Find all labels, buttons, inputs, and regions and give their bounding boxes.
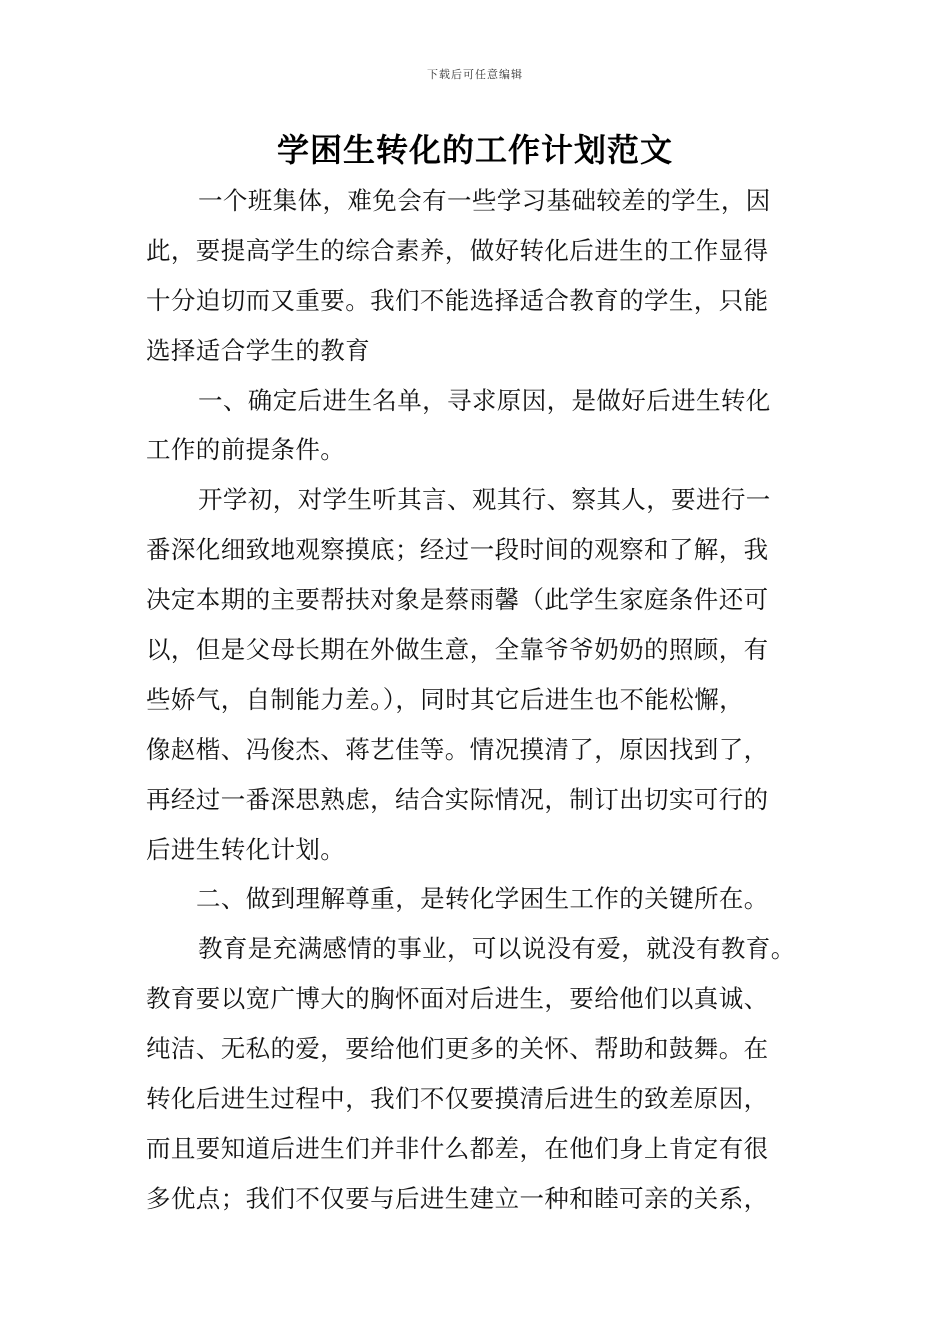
- paragraph-line: 教育是充满感情的事业，可以说没有爱，就没有教育。: [198, 934, 796, 964]
- paragraph-line: 此，要提高学生的综合素养，做好转化后进生的工作显得: [146, 235, 769, 265]
- paragraph-line: 教育要以宽广博大的胸怀面对后进生，要给他们以真诚、: [146, 984, 769, 1014]
- document-title: 学困生转化的工作计划范文: [276, 131, 673, 169]
- paragraph-line: 多优点；我们不仅要与后进生建立一种和睦可亲的关系，: [146, 1183, 769, 1213]
- paragraph-line: 再经过一番深思熟虑，结合实际情况，制订出切实可行的: [146, 784, 769, 814]
- paragraph-line: 十分迫切而又重要。我们不能选择适合教育的学生，只能: [146, 285, 769, 315]
- section-heading-line: 一、确定后进生名单，寻求原因，是做好后进生转化: [198, 385, 771, 415]
- paragraph-line: 像赵楷、冯俊杰、蒋艺佳等。情况摸清了，原因找到了，: [146, 734, 769, 764]
- paragraph-line: 开学初，对学生听其言、观其行、察其人，要进行一: [198, 485, 771, 515]
- paragraph-line: 以，但是父母长期在外做生意，全靠爷爷奶奶的照顾，有: [146, 635, 769, 665]
- section-heading-line: 二、做到理解尊重，是转化学困生工作的关键所在。: [196, 884, 769, 914]
- paragraph-line: 纯洁、无私的爱，要给他们更多的关怀、帮助和鼓舞。在: [146, 1034, 769, 1064]
- paragraph-line: 些娇气，自制能力差。），同时其它后进生也不能松懈，: [146, 684, 744, 714]
- paragraph-line: 决定本期的主要帮扶对象是蔡雨馨（此学生家庭条件还可: [146, 585, 769, 615]
- paragraph-line: 后进生转化计划。: [146, 834, 346, 864]
- page-header-note: 下载后可任意编辑: [427, 68, 523, 81]
- paragraph-line: 一个班集体，难免会有一些学习基础较差的学生，因: [198, 186, 771, 215]
- document-body: [146, 176, 816, 1224]
- section-heading-line: 工作的前提条件。: [146, 435, 346, 465]
- paragraph-line: 而且要知道后进生们并非什么都差，在他们身上肯定有很: [146, 1133, 769, 1163]
- paragraph-line: 番深化细致地观察摸底；经过一段时间的观察和了解，我: [146, 535, 769, 565]
- paragraph-line: 选择适合学生的教育: [146, 335, 371, 365]
- paragraph-line: 转化后进生过程中，我们不仅要摸清后进生的致差原因，: [146, 1084, 769, 1114]
